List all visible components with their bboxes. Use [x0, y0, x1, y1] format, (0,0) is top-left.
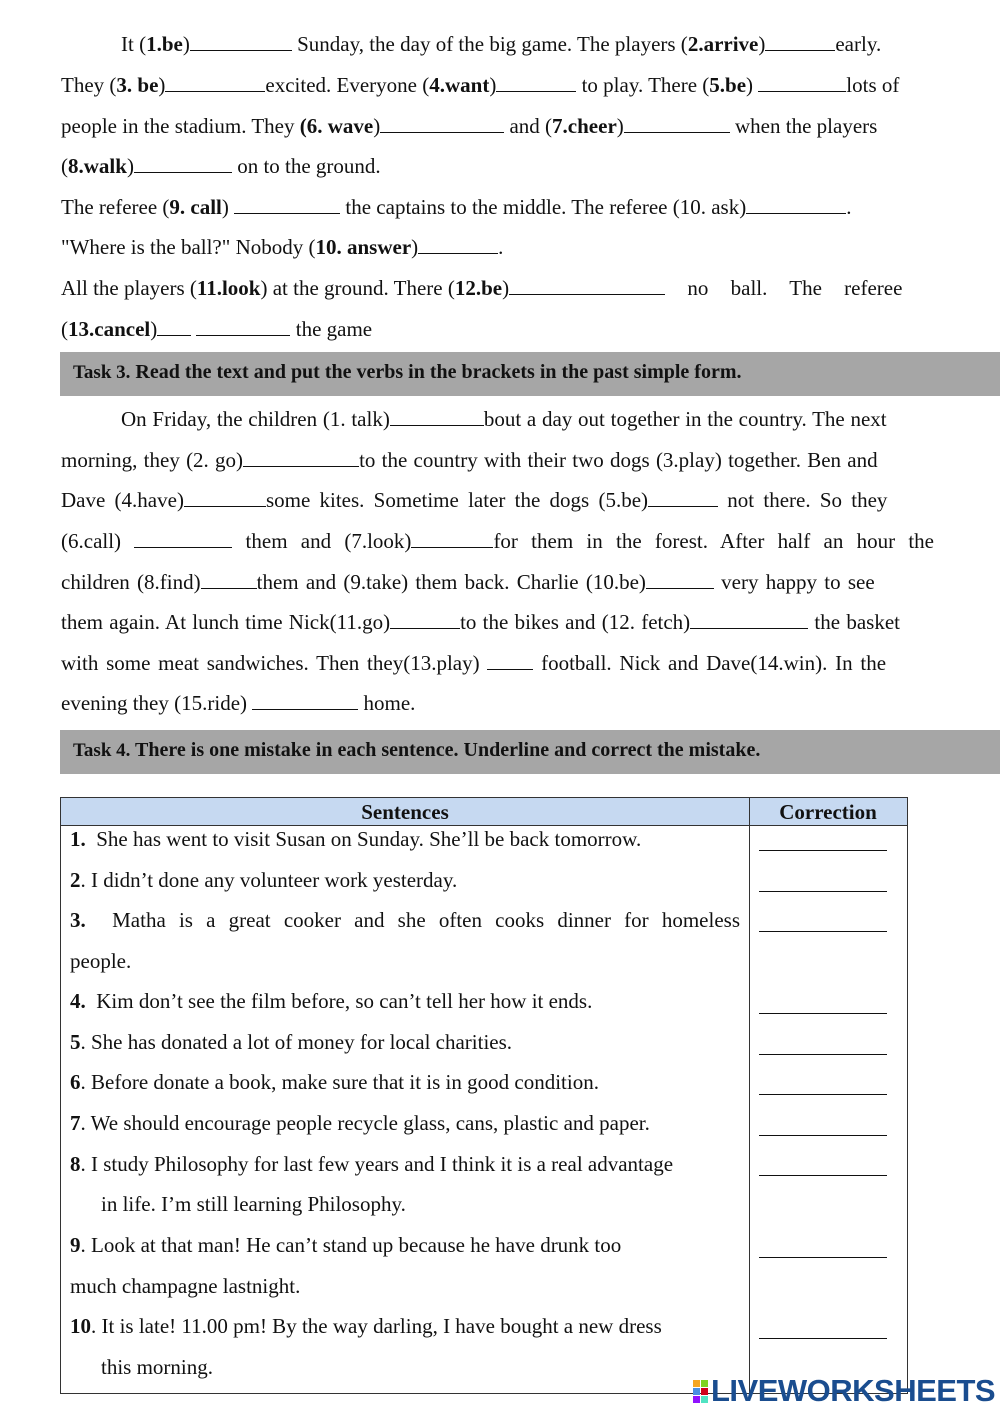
- task3-blank-2[interactable]: [243, 448, 359, 467]
- task3-line-7: with some meat sandwiches. Then they(13.play) football. Nick and Dave(14.win). In the: [61, 651, 887, 675]
- task-3-heading: Task 3. Read the text and put the verbs in the brackets in the past simple form.: [60, 352, 1000, 396]
- passage-line-7: All the players (11.look) at the ground. There (12.be) no ball. The referee: [61, 276, 903, 300]
- task3-line-2: morning, they (2. go) to the country with their two dogs (3.play) together. Ben and: [61, 448, 878, 472]
- blank-8[interactable]: [134, 154, 232, 173]
- blank-3[interactable]: [165, 73, 265, 92]
- task3-blank-7[interactable]: [411, 529, 493, 548]
- correction-blank-5[interactable]: [759, 1054, 887, 1055]
- correction-blank-3[interactable]: [759, 931, 887, 932]
- table-column-divider: [749, 798, 750, 1393]
- correction-blank-4[interactable]: [759, 1013, 887, 1014]
- table-row-continuation: this morning.: [101, 1355, 214, 1379]
- task3-blank-5[interactable]: [648, 488, 718, 507]
- task3-blank-8[interactable]: [201, 570, 257, 589]
- task3-blank-10[interactable]: [646, 570, 714, 589]
- blank-4[interactable]: [496, 73, 576, 92]
- blank-12[interactable]: [509, 276, 665, 295]
- blank-13b[interactable]: [196, 317, 290, 336]
- task3-blank-6[interactable]: [134, 529, 232, 548]
- passage-line-2: They (3. be) excited. Everyone (4.want) to play. There (5.be) lots of: [61, 73, 900, 97]
- blank-7[interactable]: [624, 114, 730, 133]
- correction-blank-7[interactable]: [759, 1135, 887, 1136]
- table-row-continuation: in life. I’m still learning Philosophy.: [101, 1192, 406, 1216]
- blank-10[interactable]: [746, 195, 846, 214]
- task3-blank-4[interactable]: [184, 488, 266, 507]
- table-row: 5. She has donated a lot of money for local charities.: [70, 1030, 513, 1054]
- table-row: 1. She has went to visit Susan on Sunday. She’ll be back tomorrow.: [70, 827, 642, 851]
- passage-line-8: (13.cancel) the game: [61, 317, 373, 341]
- correction-blank-10[interactable]: [759, 1338, 887, 1339]
- blank-2[interactable]: [765, 32, 835, 51]
- task3-blank-13[interactable]: [487, 651, 533, 670]
- table-row: 8. I study Philosophy for last few years and I think it is a real advantage: [70, 1152, 674, 1176]
- task3-line-4: (6.call) them and (7.look) for them in the forest. After half an hour the: [61, 529, 934, 553]
- blank-11[interactable]: [418, 235, 498, 254]
- table-row-continuation: people.: [70, 949, 132, 973]
- task-4-heading: Task 4. There is one mistake in each sentence. Underline and correct the mistake.: [60, 730, 1000, 774]
- blank-6[interactable]: [380, 114, 504, 133]
- table-row: 6. Before donate a book, make sure that it is in good condition.: [70, 1070, 599, 1094]
- task3-line-6: them again. At lunch time Nick(11.go) to the bikes and (12. fetch) the basket: [61, 610, 900, 634]
- correction-table: [60, 797, 908, 1394]
- passage-line-5: The referee (9. call) the captains to the middle. The referee (10. ask) .: [61, 195, 852, 219]
- correction-blank-6[interactable]: [759, 1094, 887, 1095]
- passage-line-4: (8.walk) on to the ground.: [61, 154, 381, 178]
- liveworksheets-logo-icon: [693, 1378, 709, 1404]
- table-row: 9. Look at that man! He can’t stand up because he have drunk too: [70, 1233, 622, 1257]
- table-row: 2. I didn’t done any volunteer work yesterday.: [70, 868, 458, 892]
- passage-line-3: people in the stadium. They (6. wave) and (7.cheer) when the players: [61, 114, 878, 138]
- table-row: 7. We should encourage people recycle glass, cans, plastic and paper.: [70, 1111, 650, 1135]
- blank-9[interactable]: [234, 195, 340, 214]
- correction-blank-8[interactable]: [759, 1175, 887, 1176]
- liveworksheets-watermark: LIVEWORKSHEETS: [693, 1376, 995, 1406]
- table-row: 3. Matha is a great cooker and she often cooks dinner for homeless: [70, 908, 740, 932]
- header-sentences: Sentences: [361, 800, 449, 824]
- correction-blank-2[interactable]: [759, 891, 887, 892]
- table-row: 10. It is late! 11.00 pm! By the way darling, I have bought a new dress: [70, 1314, 662, 1338]
- header-correction: Correction: [779, 800, 877, 824]
- task3-blank-15[interactable]: [252, 691, 358, 710]
- task3-line-5: children (8.find) them and (9.take) them back. Charlie (10.be) very happy to see: [61, 570, 875, 594]
- blank-13a[interactable]: [157, 317, 191, 336]
- passage-line-1: It (1.be) Sunday, the day of the big game. The players (2.arrive) early.: [121, 32, 882, 56]
- correction-blank-9[interactable]: [759, 1257, 887, 1258]
- table-row-continuation: much champagne lastnight.: [70, 1274, 301, 1298]
- table-row: 4. Kim don’t see the film before, so can’t tell her how it ends.: [70, 989, 593, 1013]
- task3-blank-12[interactable]: [690, 610, 808, 629]
- task3-blank-11[interactable]: [390, 610, 460, 629]
- blank-5[interactable]: [758, 73, 846, 92]
- passage-line-6: "Where is the ball?" Nobody (10. answer) .: [61, 235, 504, 259]
- blank-1[interactable]: [190, 32, 292, 51]
- task3-line-1: On Friday, the children (1. talk) bout a day out together in the country. The next: [121, 407, 887, 431]
- correction-blank-1[interactable]: [759, 850, 887, 851]
- task3-line-8: evening they (15.ride) home.: [61, 691, 416, 715]
- task3-line-3: Dave (4.have) some kites. Sometime later the dogs (5.be) not there. So they: [61, 488, 888, 512]
- task3-blank-1[interactable]: [390, 407, 484, 426]
